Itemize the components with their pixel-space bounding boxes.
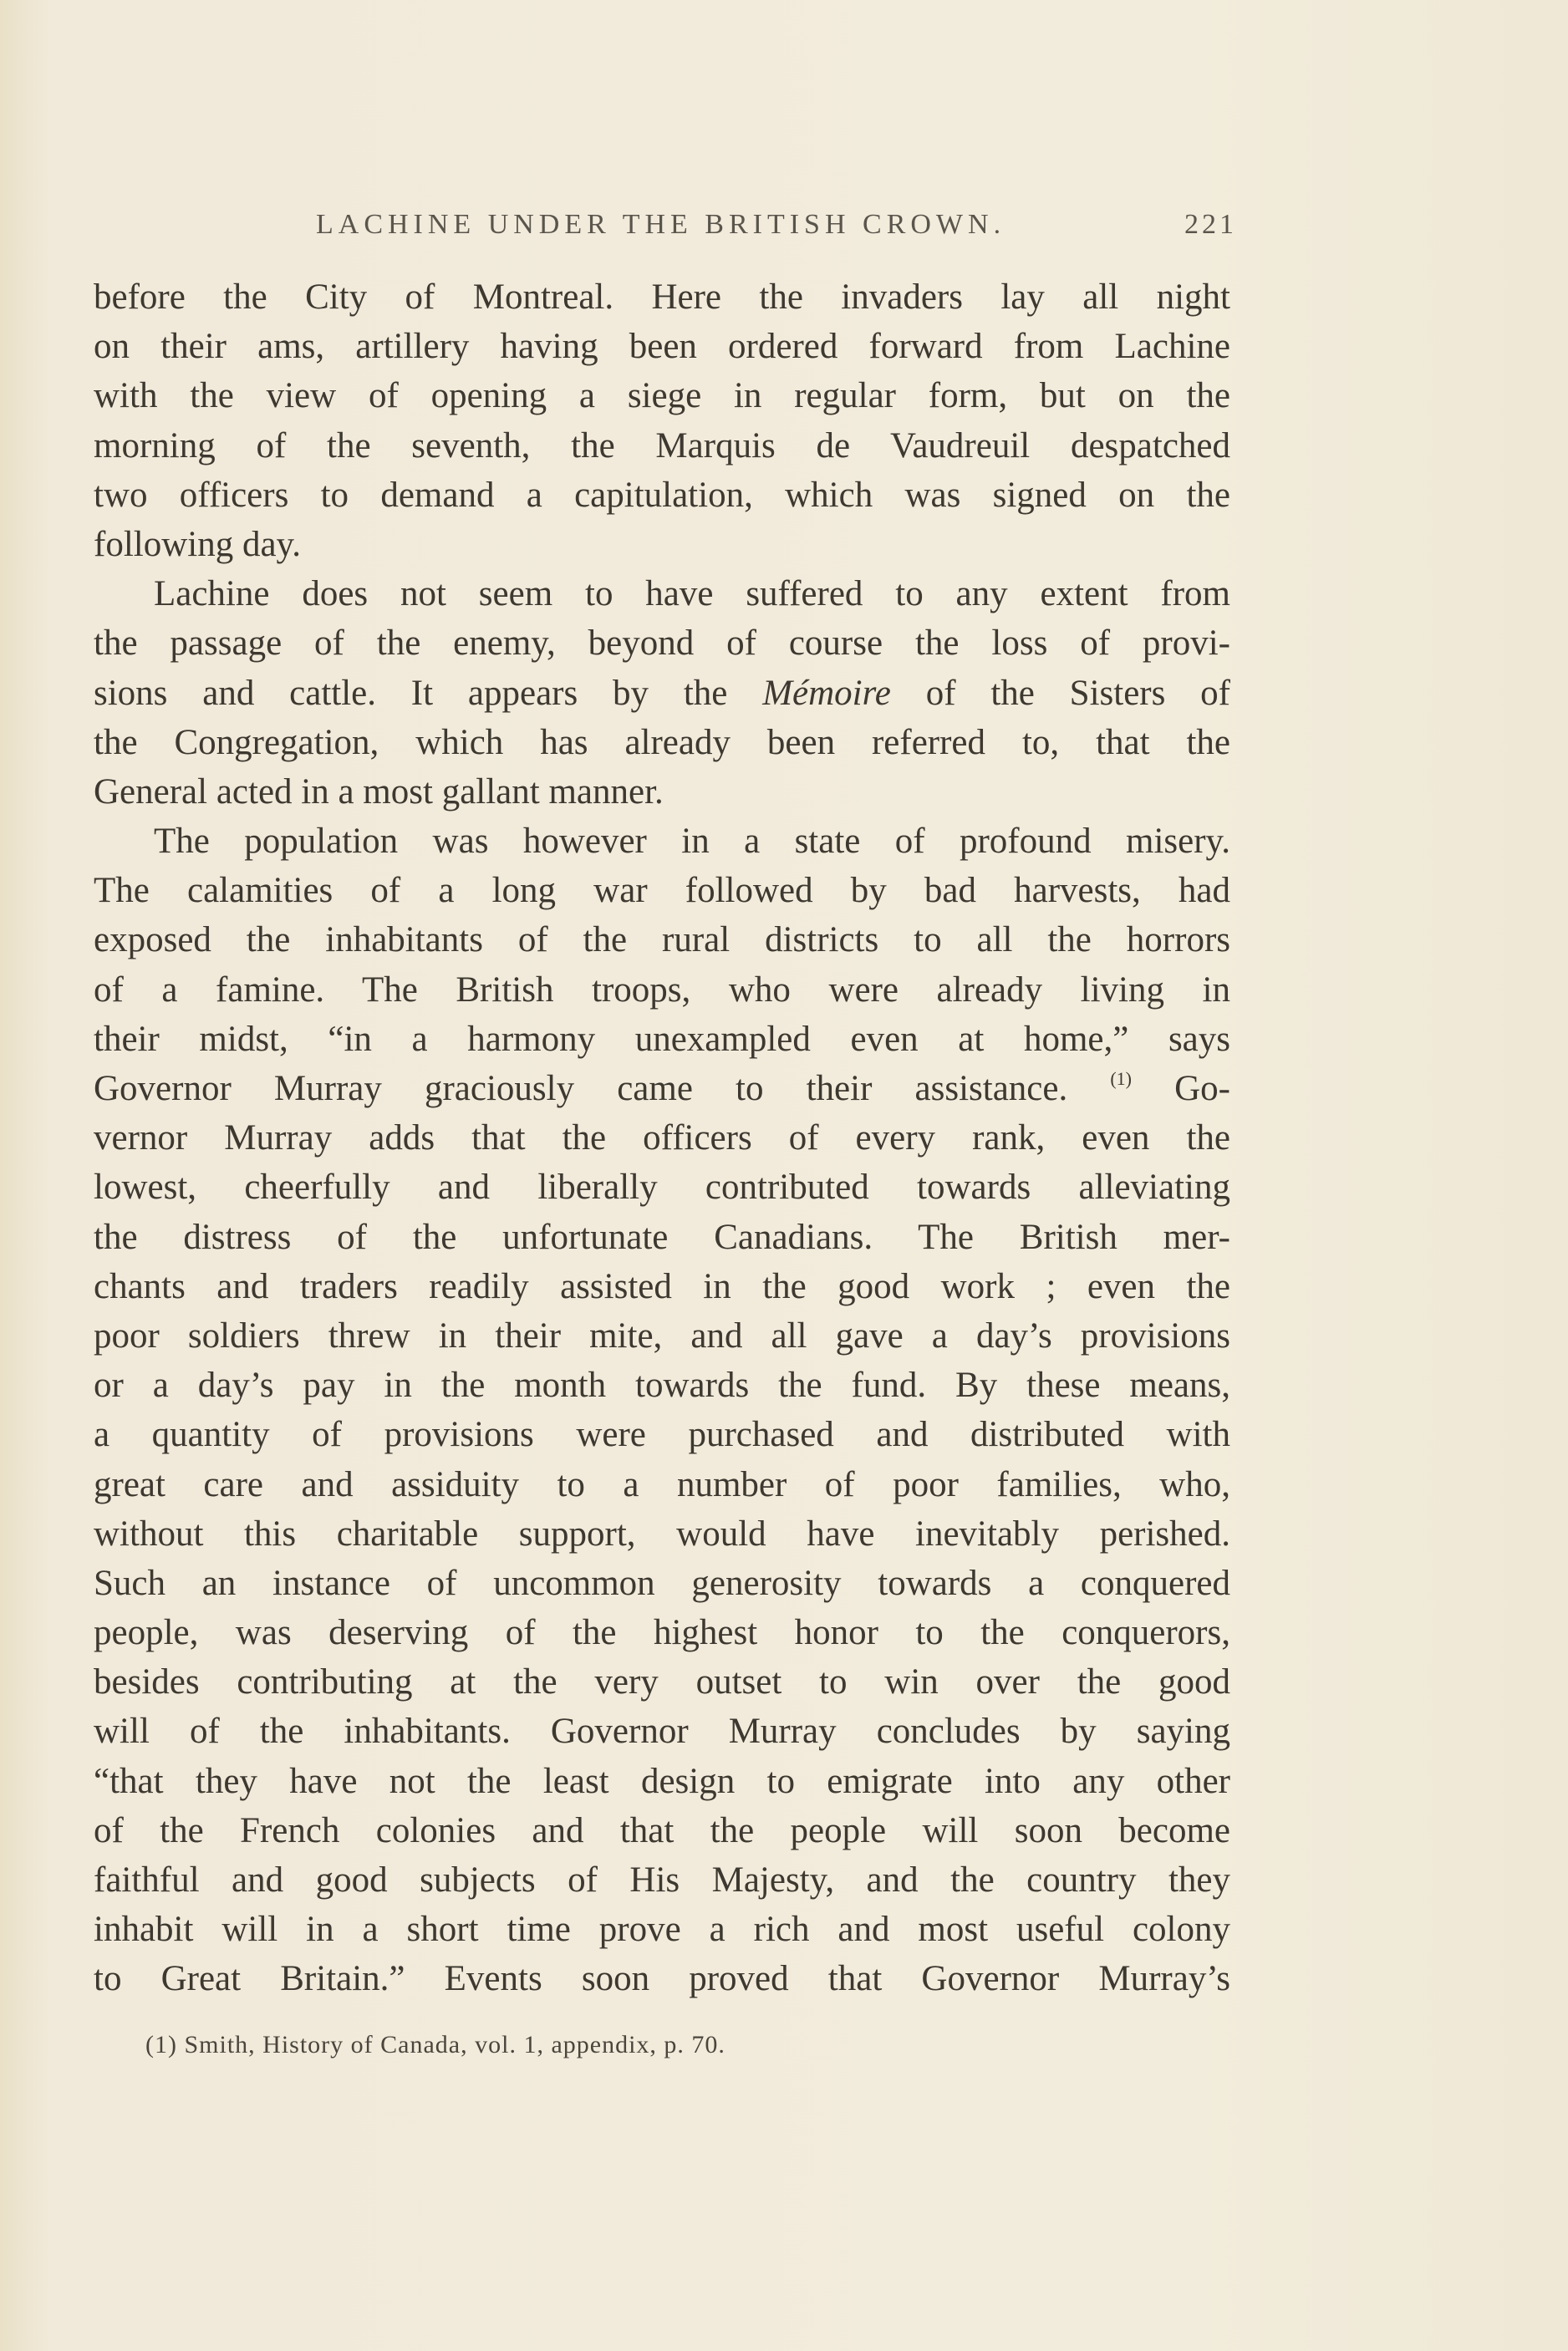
- page-number: 221: [1184, 209, 1237, 240]
- text-line: to Great Britain.” Events soon proved that Governor Murray’s: [94, 1959, 1230, 1999]
- text-line: following day.: [94, 524, 302, 564]
- running-title: LACHINE UNDER THE BRITISH CROWN.: [316, 209, 1006, 240]
- text-line: a quantity of provisions were purchased and distributed with: [94, 1415, 1230, 1455]
- text-line: with the view of opening a siege in regular form, but on the: [94, 376, 1230, 416]
- text-line: the passage of the enemy, beyond of course the loss of provi-: [94, 623, 1230, 664]
- text-segment: Governor Murray graciously came to their assistance.: [94, 1069, 1068, 1108]
- text-segment: Go-: [1174, 1069, 1230, 1108]
- memoire-title: Mémoire: [762, 673, 891, 713]
- text-line: lowest, cheerfully and liberally contributed towards alleviating: [94, 1168, 1230, 1208]
- text-line: poor soldiers threw in their mite, and all gave a day’s provisions: [94, 1315, 1230, 1356]
- text-line: “that they have not the least design to emigrate into any other: [94, 1761, 1230, 1801]
- text-line: of the French colonies and that the people will soon become: [94, 1810, 1230, 1850]
- page-header: [316, 209, 1237, 251]
- footnote: (1) Smith, History of Canada, vol. 1, appendix, p. 70.: [145, 2031, 725, 2058]
- text-line: chants and traders readily assisted in the good work ; even the: [94, 1266, 1230, 1306]
- text-line: The calamities of a long war followed by bad harvests, had: [94, 871, 1230, 911]
- text-line: two officers to demand a capitulation, which was signed on the: [94, 475, 1230, 515]
- text-line: morning of the seventh, the Marquis de Vaudreuil despatched: [94, 425, 1230, 466]
- text-line: faithful and good subjects of His Majesty, and the country they: [94, 1860, 1230, 1900]
- text-line: of a famine. The British troops, who were already living in: [94, 969, 1230, 1010]
- text-line: will of the inhabitants. Governor Murray concludes by saying: [94, 1712, 1230, 1752]
- text-line: [94, 1064, 1230, 1113]
- text-line: Lachine does not seem to have suffered to any extent from: [154, 574, 1230, 614]
- text-line: besides contributing at the very outset to win over the good: [94, 1662, 1230, 1702]
- text-line: the distress of the unfortunate Canadians. The British mer-: [94, 1217, 1230, 1257]
- text-line: [94, 669, 1230, 718]
- text-line: vernor Murray adds that the officers of every rank, even the: [94, 1118, 1230, 1158]
- text-line: great care and assiduity to a number of poor families, who,: [94, 1464, 1230, 1504]
- text-line: General acted in a most gallant manner.: [94, 771, 664, 812]
- footnote-ref: (1): [1110, 1068, 1132, 1089]
- text-line: inhabit will in a short time prove a rich and most useful colony: [94, 1910, 1230, 1950]
- text-line: on their ams, artillery having been ordered forward from Lachine: [94, 327, 1230, 367]
- body-text: [94, 272, 1230, 2004]
- text-line: or a day’s pay in the month towards the fund. By these means,: [94, 1366, 1230, 1406]
- text-line: The population was however in a state of profound misery.: [154, 822, 1230, 862]
- text-line: exposed the inhabitants of the rural districts to all the horrors: [94, 920, 1230, 960]
- text-segment: of the Sisters of: [925, 673, 1231, 713]
- text-line: people, was deserving of the highest honor to the conquerors,: [94, 1613, 1230, 1653]
- text-line: without this charitable support, would have inevitably perished.: [94, 1514, 1230, 1554]
- text-line: the Congregation, which has already been referred to, that the: [94, 722, 1230, 762]
- text-line: their midst, “in a harmony unexampled even at home,” says: [94, 1019, 1230, 1059]
- text-segment: sions and cattle. It appears by the: [94, 673, 728, 713]
- text-line: Such an instance of uncommon generosity towards a conquered: [94, 1563, 1230, 1603]
- text-line: before the City of Montreal. Here the invaders lay all night: [94, 277, 1230, 317]
